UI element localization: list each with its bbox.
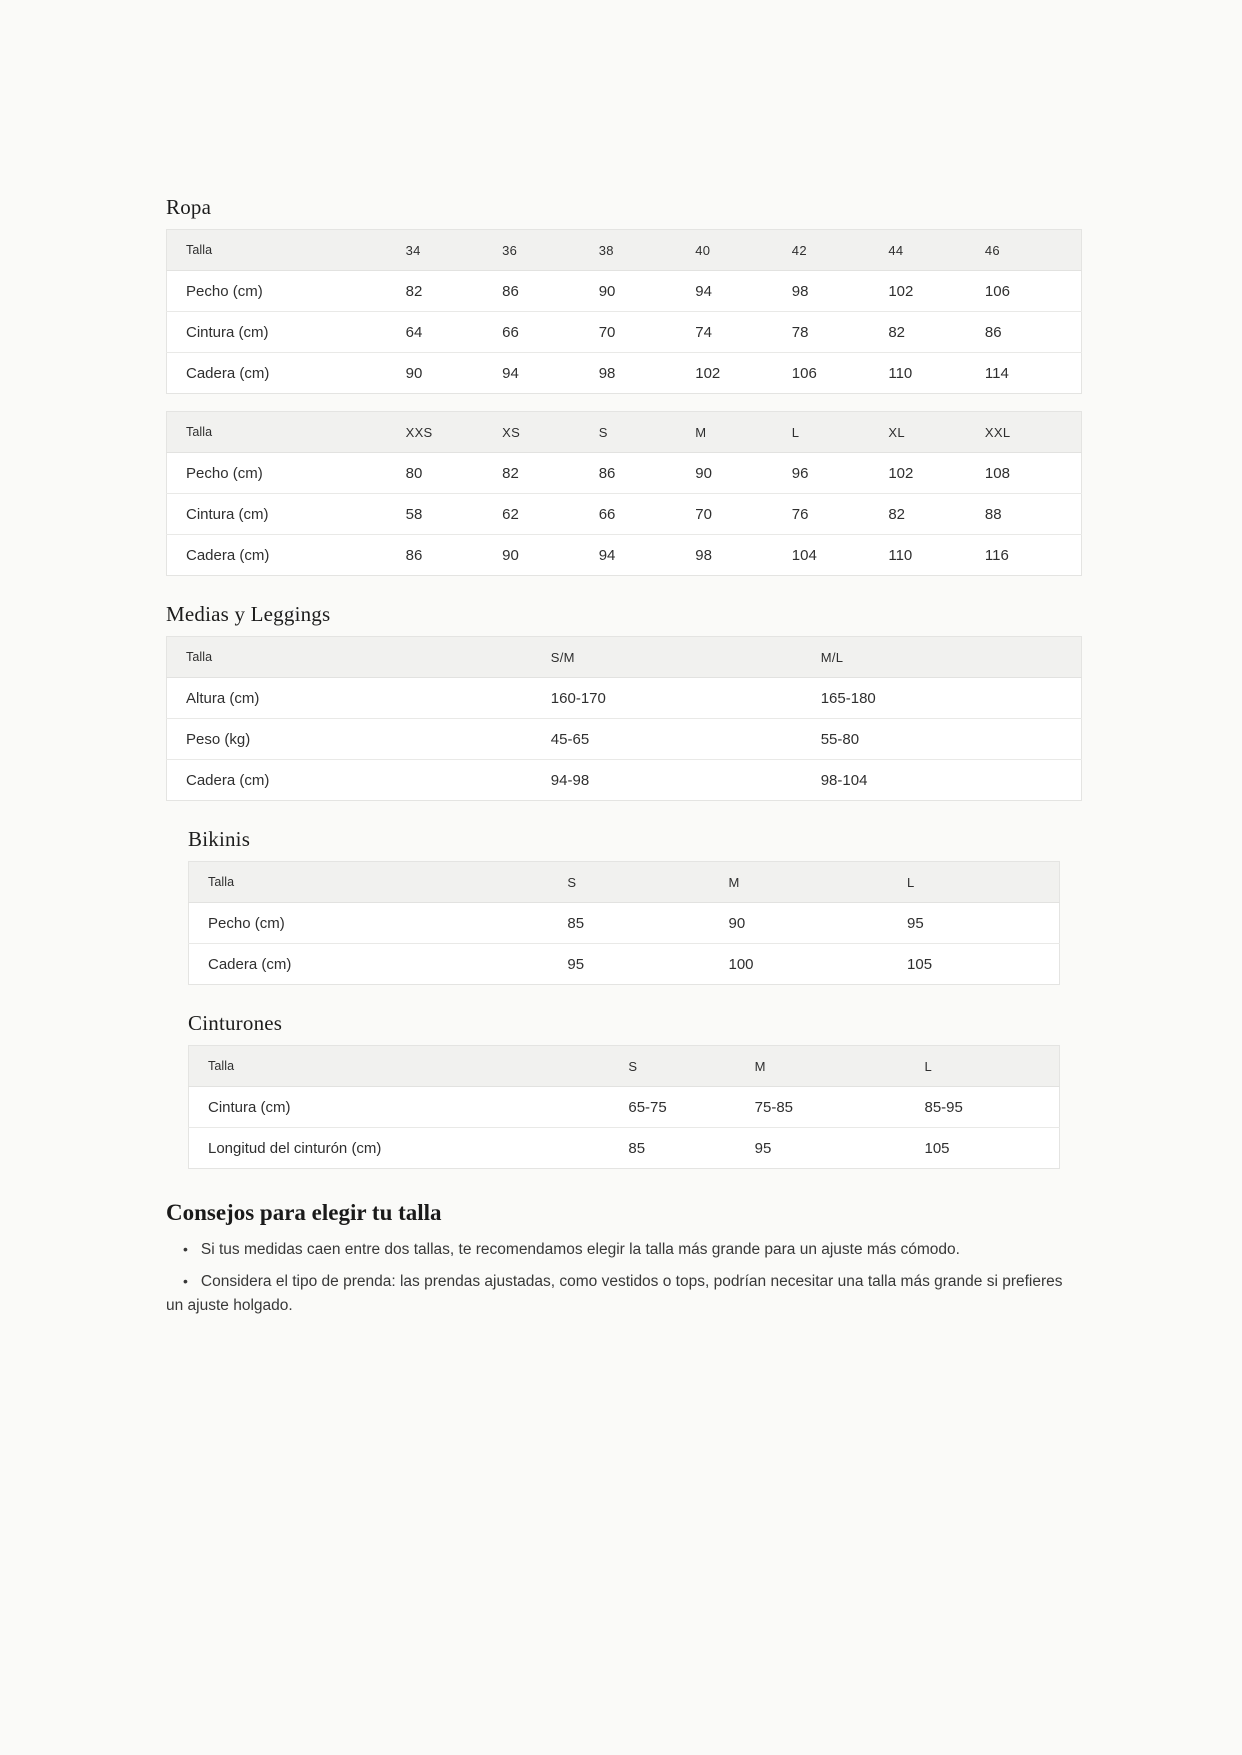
- header-row: [167, 637, 1082, 678]
- measurement-value: 165-180: [820, 689, 876, 707]
- size-label-header: Talla: [167, 230, 406, 271]
- measurement-value: 98: [599, 353, 696, 394]
- size-column-header: 38: [599, 230, 696, 271]
- size-column-header: XS: [502, 412, 599, 453]
- measurement-row: [167, 353, 1082, 394]
- row-label: Cintura (cm): [208, 1098, 291, 1116]
- size-column-header: L: [907, 862, 1059, 903]
- row-label: Cadera (cm): [167, 535, 406, 576]
- measurement-value: 94-98: [551, 760, 821, 801]
- measurement-row: [167, 312, 1082, 353]
- ropa-letter-sizes-table: [166, 411, 1082, 576]
- measurement-value: 100: [729, 944, 908, 985]
- measurement-value: 160-170: [550, 689, 606, 707]
- section-consejos: [166, 1199, 1082, 1318]
- size-column-header: L: [792, 412, 889, 453]
- row-label: Cintura (cm): [167, 312, 406, 353]
- bullet-icon: •: [183, 1241, 188, 1257]
- measurement-value: 105: [924, 1128, 1059, 1169]
- measurement-value: 110: [888, 353, 985, 394]
- size-column-header: M: [755, 1046, 925, 1087]
- measurement-value: 65-75: [628, 1098, 667, 1116]
- measurement-row: [189, 903, 1060, 944]
- measurement-value: 114: [985, 353, 1082, 394]
- measurement-value: 80: [405, 464, 423, 482]
- size-column-header: M/L: [821, 637, 1082, 678]
- measurement-row: [167, 535, 1082, 576]
- measurement-value: 106: [984, 282, 1010, 300]
- measurement-row: [167, 678, 1082, 719]
- measurement-value: 102: [695, 353, 792, 394]
- measurement-value: 98: [791, 282, 809, 300]
- row-label: Pecho (cm): [186, 464, 263, 482]
- measurement-row: [167, 453, 1082, 494]
- measurement-value: 85: [628, 1128, 754, 1169]
- measurement-value: 94: [599, 535, 696, 576]
- measurement-value: 66: [599, 494, 696, 535]
- measurement-value: 55-80: [821, 719, 1082, 760]
- measurement-value: 62: [502, 494, 599, 535]
- measurement-value: 86: [406, 535, 503, 576]
- row-label: Cadera (cm): [189, 944, 568, 985]
- size-column-header: S/M: [551, 637, 821, 678]
- size-column-header: M: [695, 412, 792, 453]
- measurement-value: 82: [888, 312, 985, 353]
- measurement-value: 95: [755, 1128, 925, 1169]
- size-label-header: Talla: [189, 862, 568, 903]
- measurement-value: 105: [907, 944, 1059, 985]
- measurement-value: 94: [502, 353, 599, 394]
- size-column-header: M: [729, 862, 908, 903]
- measurement-value: 64: [406, 312, 503, 353]
- size-column-header: XXL: [985, 412, 1082, 453]
- header-row: [167, 230, 1082, 271]
- measurement-value: 86: [598, 464, 616, 482]
- measurement-value: 86: [502, 282, 519, 300]
- size-label-header: Talla: [167, 637, 551, 678]
- section-title-medias-leggings: Medias y Leggings: [166, 602, 331, 626]
- measurement-value: 70: [695, 494, 792, 535]
- measurement-row: [167, 271, 1082, 312]
- size-label-header: Talla: [167, 412, 406, 453]
- section-bikinis: [188, 828, 1060, 985]
- row-label: Peso (kg): [167, 719, 551, 760]
- row-label: Altura (cm): [186, 689, 260, 707]
- measurement-value: 102: [888, 464, 914, 482]
- size-column-header: L: [924, 1046, 1059, 1087]
- measurement-value: 95: [567, 944, 728, 985]
- header-row: [167, 412, 1082, 453]
- measurement-row: [167, 494, 1082, 535]
- size-column-header: 34: [406, 230, 503, 271]
- bullet-icon: •: [183, 1273, 188, 1289]
- measurement-value: 110: [888, 535, 985, 576]
- header-row: [189, 1046, 1060, 1087]
- measurement-row: [167, 760, 1082, 801]
- bikinis-table: [188, 861, 1060, 985]
- row-label: Longitud del cinturón (cm): [189, 1128, 629, 1169]
- size-column-header: 44: [888, 230, 985, 271]
- row-label: Cintura (cm): [167, 494, 406, 535]
- measurement-value: 98: [695, 535, 792, 576]
- tip-text: Si tus medidas caen entre dos tallas, te recomendamos elegir la talla más grande para un ajuste más cómodo.: [200, 1241, 960, 1258]
- measurement-value: 90: [502, 535, 599, 576]
- measurement-value: 66: [502, 312, 599, 353]
- measurement-value: 102: [888, 282, 914, 300]
- measurement-value: 75-85: [754, 1098, 794, 1116]
- measurement-value: 104: [792, 535, 889, 576]
- measurement-value: 98-104: [821, 760, 1082, 801]
- measurement-row: [189, 1128, 1060, 1169]
- measurement-value: 74: [695, 312, 792, 353]
- measurement-value: 78: [792, 312, 889, 353]
- measurement-value: 94: [695, 282, 712, 300]
- medias-leggings-table: [166, 636, 1082, 801]
- size-column-header: S: [567, 862, 728, 903]
- measurement-value: 82: [888, 494, 985, 535]
- size-label-header: Talla: [189, 1046, 629, 1087]
- measurement-value: 90: [598, 282, 616, 300]
- tip-item: [166, 1269, 1082, 1318]
- measurement-value: 95: [907, 914, 924, 932]
- section-ropa: [166, 196, 1082, 576]
- measurement-row: [167, 719, 1082, 760]
- ropa-numeric-sizes-table: [166, 229, 1082, 394]
- measurement-value: 82: [502, 464, 519, 482]
- size-column-header: 40: [695, 230, 792, 271]
- size-column-header: S: [599, 412, 696, 453]
- consejos-title: Consejos para elegir tu talla: [166, 1200, 442, 1225]
- size-column-header: S: [628, 1046, 754, 1087]
- measurement-value: 85-95: [924, 1098, 963, 1116]
- size-column-header: XL: [888, 412, 985, 453]
- cinturones-table: [188, 1045, 1060, 1169]
- measurement-row: [189, 944, 1060, 985]
- size-column-header: 42: [792, 230, 889, 271]
- measurement-value: 106: [792, 353, 889, 394]
- measurement-value: 90: [695, 464, 712, 482]
- measurement-value: 45-65: [551, 719, 821, 760]
- section-medias-leggings: [166, 603, 1082, 801]
- measurement-value: 58: [406, 494, 503, 535]
- measurement-value: 90: [406, 353, 503, 394]
- size-column-header: XXS: [406, 412, 503, 453]
- indented-sections: [188, 828, 1060, 1169]
- size-column-header: 46: [985, 230, 1082, 271]
- section-cinturones: [188, 1012, 1060, 1169]
- row-label: Pecho (cm): [208, 914, 285, 932]
- measurement-value: 70: [599, 312, 696, 353]
- measurement-value: 76: [792, 494, 889, 535]
- measurement-value: 90: [728, 914, 746, 932]
- tip-item: [166, 1237, 1082, 1262]
- row-label: Cadera (cm): [167, 760, 551, 801]
- tips-list: [166, 1237, 1082, 1318]
- measurement-value: 82: [405, 282, 423, 300]
- row-label: Cadera (cm): [167, 353, 406, 394]
- section-title-ropa: Ropa: [166, 195, 212, 219]
- measurement-value: 96: [791, 464, 809, 482]
- measurement-value: 86: [985, 312, 1082, 353]
- tip-text: Considera el tipo de prenda: las prendas ajustadas, como vestidos o tops, podrían necesitar una talla más grande si prefieres un ajuste holgado.: [166, 1273, 1063, 1314]
- size-column-header: 36: [502, 230, 599, 271]
- section-title-bikinis: Bikinis: [188, 827, 251, 851]
- measurement-value: 116: [985, 535, 1082, 576]
- measurement-value: 88: [985, 494, 1082, 535]
- row-label: Pecho (cm): [186, 282, 263, 300]
- measurement-value: 85: [567, 914, 585, 932]
- measurement-value: 108: [984, 464, 1010, 482]
- measurement-row: [189, 1087, 1060, 1128]
- section-title-cinturones: Cinturones: [188, 1011, 283, 1035]
- header-row: [189, 862, 1060, 903]
